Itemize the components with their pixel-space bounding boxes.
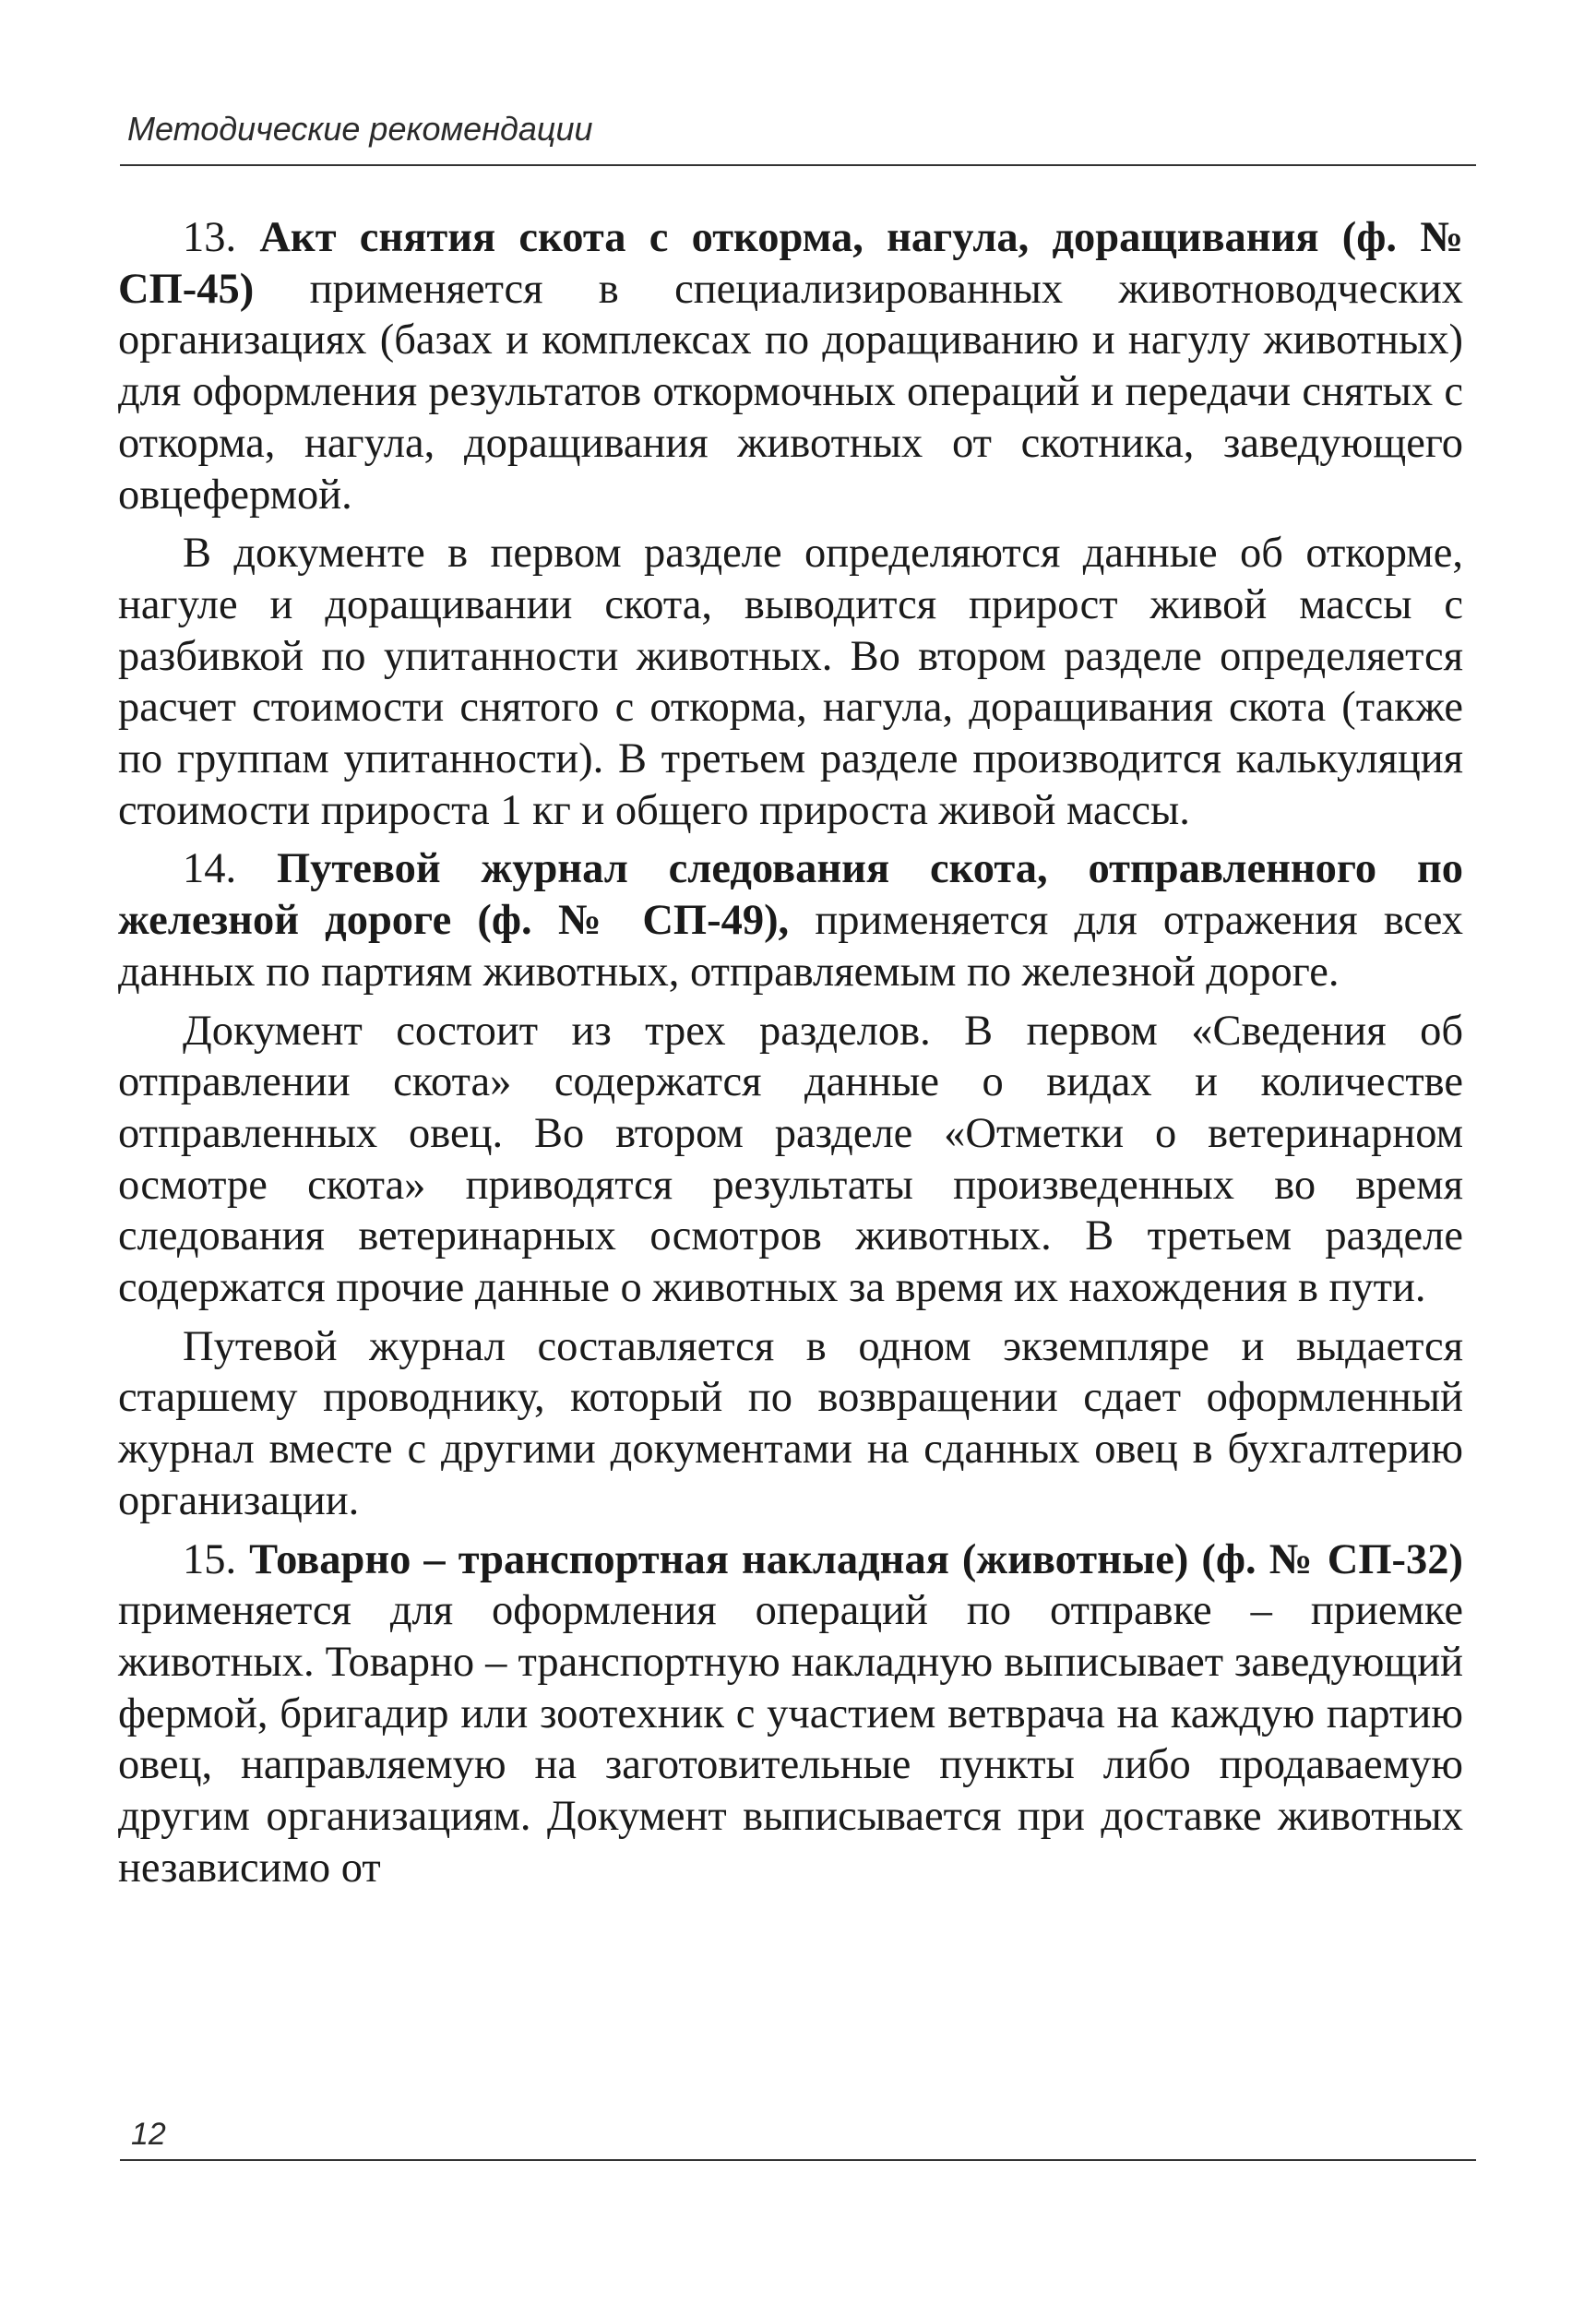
running-header xyxy=(127,109,1474,149)
document-title-sp49: Путевой журнал следования скота, отправленного по железной дороге (ф. № СП-49), xyxy=(118,845,1463,945)
item-number: 13. xyxy=(183,214,260,261)
document-title-sp32: Товарно – транспортная накладная (животные) (ф. № СП-32) xyxy=(249,1535,1463,1583)
page-number: 12 xyxy=(131,2117,166,2152)
body-text xyxy=(118,212,1463,1894)
paragraph-sections-sp49: Документ состоит из трех разделов. В первом «Сведения об отправлении скота» содержатся данные о видах и количестве отправленных овец. Во втором разделе «Отметки о ветеринарном осмотре скота» приводятся результаты произведенных во время следования ветеринарных осмотров животных. В третьем разделе содержатся прочие данные о животных за время их нахождения в пути. xyxy=(118,1007,1463,1312)
item-number: 15. xyxy=(183,1535,250,1583)
paragraph-journal-issuance: Путевой журнал составляется в одном экземпляре и выдается старшему проводнику, который по возвращении сдает оформленный журнал вместе с другими документами на сданных овец в бухгалтерию организации. xyxy=(118,1322,1463,1524)
paragraph-text: применяется для отражения всех данных по партиям животных, отправляемым по железной дороге. xyxy=(118,897,1463,996)
paragraph-text: применяется в специализированных животноводческих организациях (базах и комплексах по доращиванию и нагулу животных) для оформления результатов откормочных операций и передачи снятых с откорма, нагула, доращивания животных от скотника, заведующего овцефермой. xyxy=(118,265,1463,519)
paragraph-text: применяется для оформления операций по отправке – приемке животных. Товарно – транспортную накладную выписывает заведующий фермой, бригадир или зоотехник с участием ветврача на каждую партию овец, направляемую на заготовительные пункты либо продаваемую другим организациям. Документ выписывается при доставке животных независимо от xyxy=(118,1587,1463,1892)
item-number: 14. xyxy=(183,845,277,893)
paragraph-item-15 xyxy=(118,1534,1463,1894)
paragraph-item-14 xyxy=(118,843,1463,997)
running-header-title: Методические рекомендации xyxy=(127,110,593,148)
document-title-sp45: Акт снятия скота с откорма, нагула, доращивания (ф. № СП-45) xyxy=(118,214,1463,313)
paragraph-sections-sp45: В документе в первом разделе определяются данные об откорме, нагуле и доращивании скота, выводится прирост живой массы с разбивкой по упитанности животных. Во втором разделе определяется расчет стоимости снятого с откорма, нагула, доращивания скота (также по группам упитанности). В третьем разделе производится калькуляция стоимости прироста 1 кг и общего прироста живой массы. xyxy=(118,530,1463,834)
footer-divider xyxy=(120,2159,1476,2161)
paragraph-item-13 xyxy=(118,212,1463,520)
header-divider xyxy=(120,164,1476,166)
